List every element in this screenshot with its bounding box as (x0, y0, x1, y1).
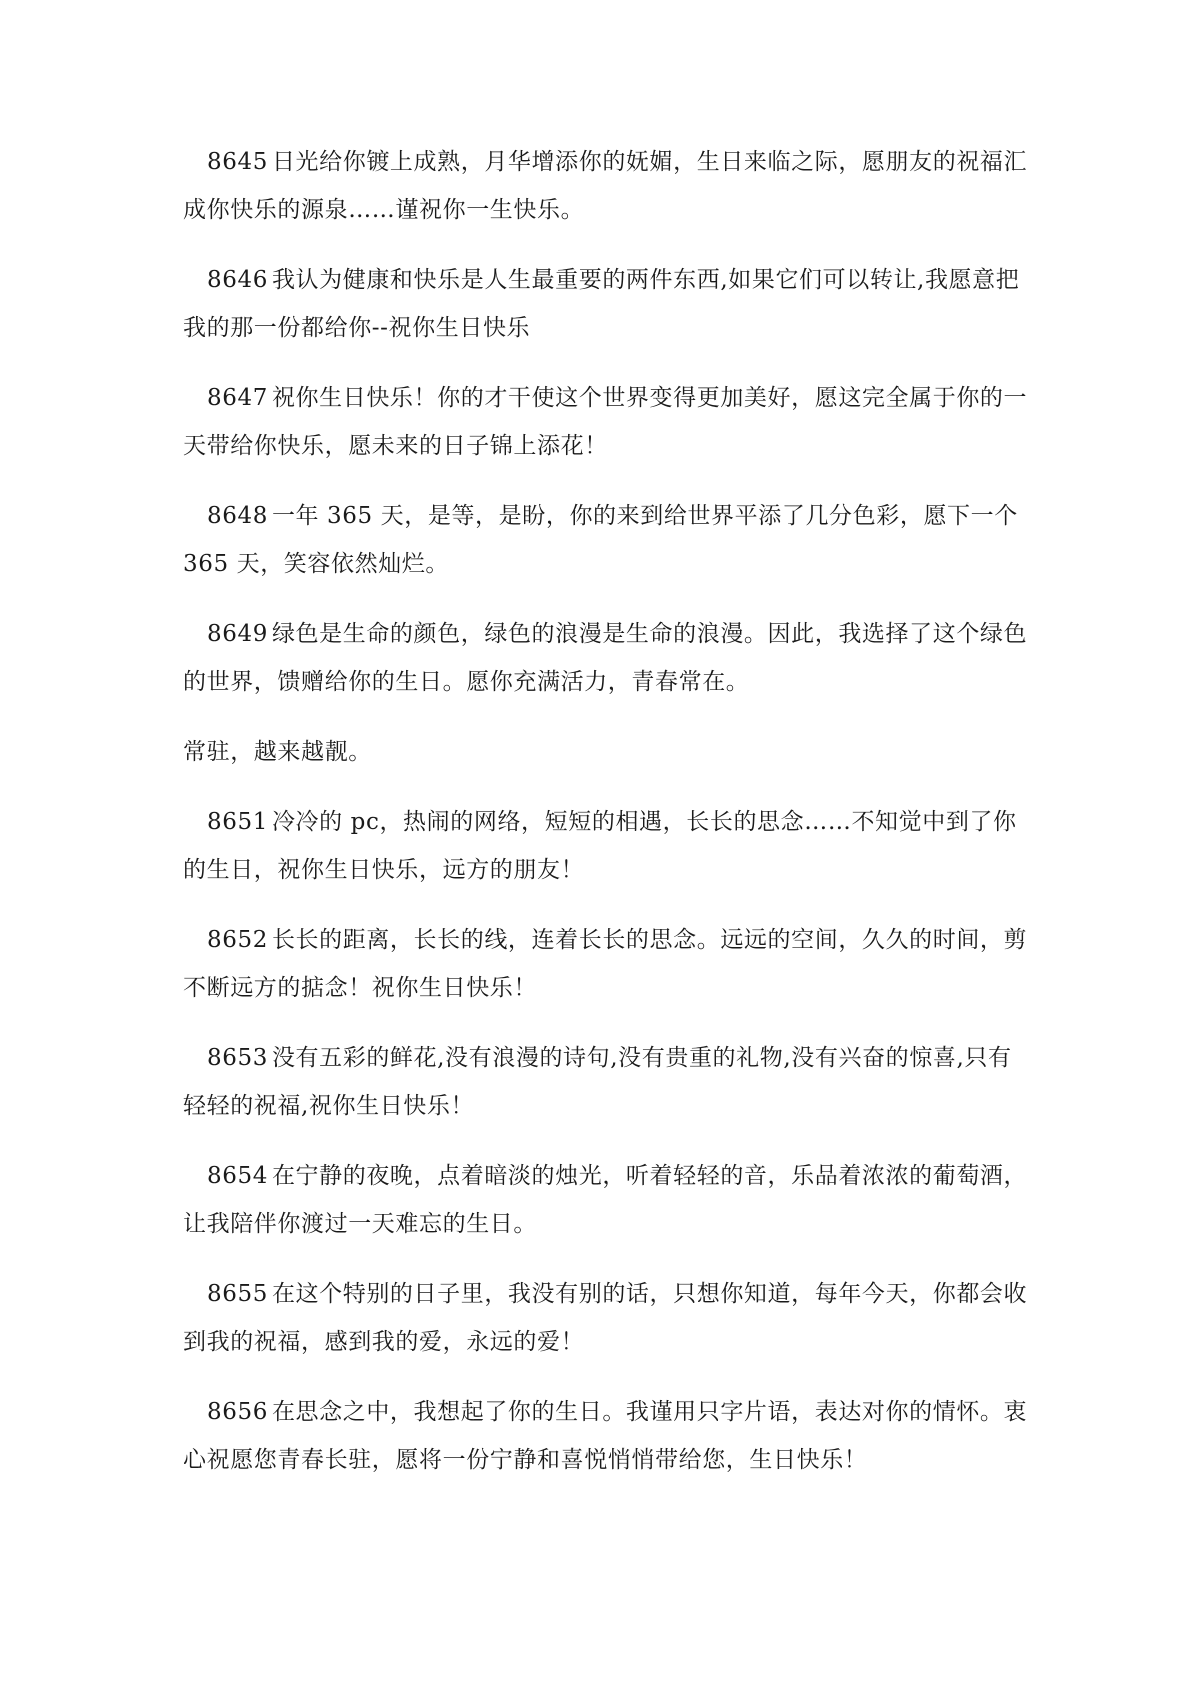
paragraph-text: 在宁静的夜晚，点着暗淡的烛光，听着轻轻的音，乐品着浓浓的葡萄酒，让我陪伴你渡过一天难忘的生日。 (183, 1163, 1028, 1237)
paragraph-text: 没有五彩的鲜花,没有浪漫的诗句,没有贵重的礼物,没有兴奋的惊喜,只有轻轻的祝福,祝你生日快乐！ (183, 1045, 1012, 1119)
paragraph-text: 在思念之中，我想起了你的生日。我谨用只字片语，表达对你的情怀。衷心祝愿您青春长驻，愿将一份宁静和喜悦悄悄带给您，生日快乐！ (183, 1399, 1028, 1473)
paragraph-text: 绿色是生命的颜色，绿色的浪漫是生命的浪漫。因此，我选择了这个绿色的世界，馈赠给你的生日。愿你充满活力，青春常在。 (183, 621, 1028, 695)
paragraph-number: 8651 (207, 809, 268, 835)
paragraph-8654 (183, 1152, 1028, 1248)
paragraph-8645 (183, 138, 1028, 234)
paragraph-8648 (183, 492, 1028, 588)
paragraph-text: 我认为健康和快乐是人生最重要的两件东西,如果它们可以转让,我愿意把我的那一份都给你--祝你生日快乐 (183, 267, 1020, 341)
document-body (183, 138, 1028, 1506)
paragraph-8655 (183, 1270, 1028, 1366)
paragraph-number: 8653 (207, 1045, 268, 1071)
paragraph-8649 (183, 610, 1028, 706)
paragraph-number: 8654 (207, 1163, 268, 1189)
paragraph-text: 祝你生日快乐！你的才干使这个世界变得更加美好，愿这完全属于你的一天带给你快乐，愿未来的日子锦上添花！ (183, 385, 1028, 459)
paragraph-text: 长长的距离，长长的线，连着长长的思念。远远的空间，久久的时间，剪不断远方的掂念！祝你生日快乐！ (183, 927, 1028, 1001)
paragraph-8646 (183, 256, 1028, 352)
paragraph-number: 8648 (207, 503, 268, 529)
paragraph-8652 (183, 916, 1028, 1012)
paragraph-number: 8652 (207, 927, 268, 953)
paragraph-8653 (183, 1034, 1028, 1130)
paragraph-text: 冷冷的 pc，热闹的网络，短短的相遇，长长的思念……不知觉中到了你的生日，祝你生日快乐，远方的朋友！ (183, 809, 1017, 883)
paragraph-8647 (183, 374, 1028, 470)
paragraph-number: 8645 (207, 149, 268, 175)
paragraph-text: 一年 365 天，是等，是盼，你的来到给世界平添了几分色彩，愿下一个 365 天，笑容依然灿烂。 (183, 503, 1018, 577)
paragraph-fragment (183, 728, 1028, 776)
paragraph-number: 8655 (207, 1281, 268, 1307)
paragraph-number: 8656 (207, 1399, 268, 1425)
paragraph-8656 (183, 1388, 1028, 1484)
paragraph-text: 在这个特别的日子里，我没有别的话，只想你知道，每年今天，你都会收到我的祝福，感到我的爱，永远的爱！ (183, 1281, 1028, 1355)
paragraph-number: 8647 (207, 385, 268, 411)
paragraph-number: 8649 (207, 621, 268, 647)
paragraph-8651 (183, 798, 1028, 894)
paragraph-text: 日光给你镀上成熟，月华增添你的妩媚，生日来临之际，愿朋友的祝福汇成你快乐的源泉……谨祝你一生快乐。 (183, 149, 1028, 223)
paragraph-number: 8646 (207, 267, 268, 293)
paragraph-text: 常驻，越来越靓。 (183, 739, 372, 765)
